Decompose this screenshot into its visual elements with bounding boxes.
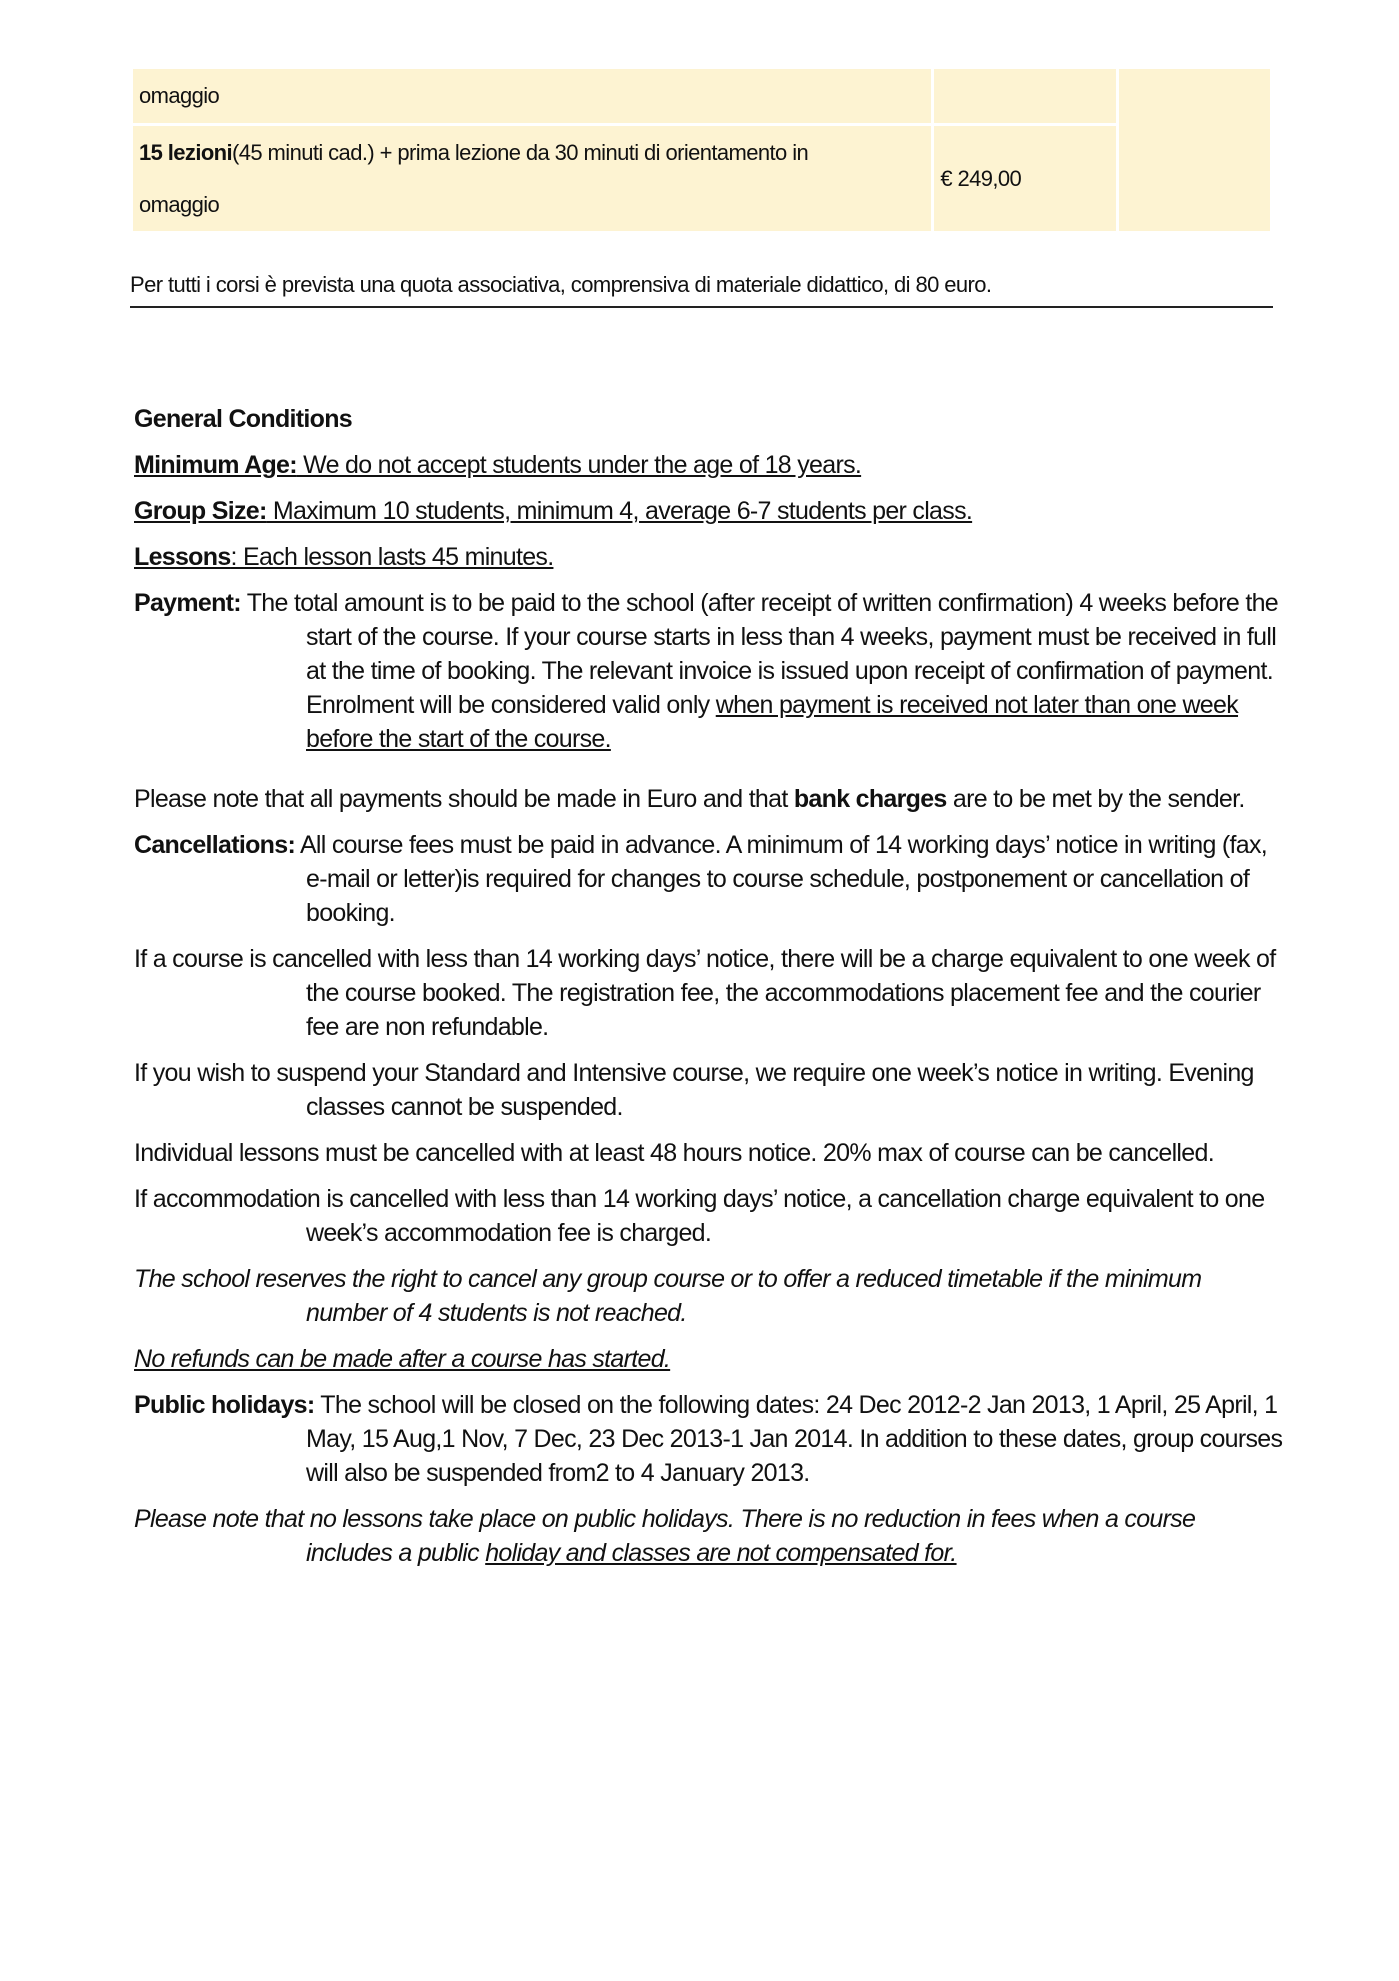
- condition-text: The total amount is to be paid to the school (after receipt of written confirmation) 4 weeks before the start of the course. If your course starts in less than 4 weeks, payment must be received in full at the time of booking. The relevant invoice is issued upon receipt of confirmation of payment. Enrolment will be considered valid only: [240, 589, 1278, 719]
- accommodation-condition: If accommodation is cancelled with less than 14 working days’ notice, a cancellation charge equivalent to one week’s accommodation fee is charged.: [134, 1185, 1265, 1247]
- condition-text-underlined: when payment is received not later than one week before the start of the course.: [306, 691, 1239, 753]
- general-conditions: [134, 402, 1284, 1582]
- condition-text: Maximum 10 students, minimum 4, average 6-7 students per class.: [266, 497, 973, 525]
- cancellations-condition: [134, 828, 1284, 930]
- section-heading: General Conditions: [134, 405, 352, 433]
- row-description: omaggio: [139, 83, 220, 108]
- row-price: € 249,00: [940, 165, 1022, 191]
- condition-text: : Each lesson lasts 45 minutes.: [230, 543, 554, 571]
- condition-label: Minimum Age:: [134, 451, 297, 479]
- payment-condition: [134, 586, 1284, 756]
- condition-label: Cancellations:: [134, 831, 296, 859]
- table-cell-empty: [1119, 69, 1270, 231]
- condition-label: Lessons: [134, 543, 231, 571]
- price-table: [130, 66, 1273, 234]
- table-cell-price: [934, 126, 1115, 231]
- public-holidays-condition: [134, 1388, 1284, 1490]
- condition-text: All course fees must be paid in advance. A minimum of 14 working days’ notice in writing (fax, e-mail or letter)is required for changes to course schedule, postponement or cancellation of booking.: [295, 831, 1268, 927]
- table-cell-description: [133, 126, 931, 231]
- late-cancellation-condition: If a course is cancelled with less than 14 working days’ notice, there will be a charge equivalent to one week of the course booked. The registration fee, the accommodations placement fee and the courier fee are non refundable.: [134, 945, 1276, 1041]
- note-text-underlined: holiday and classes are not compensated for.: [485, 1539, 957, 1567]
- individual-lessons-condition: Individual lessons must be cancelled with at least 48 hours notice. 20% max of course can be cancelled.: [134, 1139, 1214, 1167]
- note-text: Please note that no lessons take place on public holidays. There is no reduction in fees when a course includes a public: [134, 1505, 1196, 1567]
- row-description-line2: omaggio: [139, 191, 220, 217]
- note-text: are to be met by the sender.: [946, 785, 1245, 813]
- lesson-count: 15 lezioni: [139, 139, 233, 165]
- holiday-lessons-note: [134, 1502, 1284, 1570]
- condition-label: Group Size:: [134, 497, 267, 525]
- row-description-line1: [139, 127, 925, 179]
- note-bold: bank charges: [793, 785, 947, 813]
- condition-label: Payment:: [134, 589, 241, 617]
- no-refunds-note: No refunds can be made after a course has started.: [134, 1345, 671, 1373]
- school-reserves-note: The school reserves the right to cancel any group course or to offer a reduced timetable if the minimum number of 4 students is not reached.: [134, 1265, 1202, 1327]
- euro-payment-note: [134, 782, 1284, 816]
- condition-text: The school will be closed on the following dates: 24 Dec 2012-2 Jan 2013, 1 April, 25 April, 1 May, 15 Aug,1 Nov, 7 Dec, 23 Dec 2013-1 Jan 2014. In addition to these dates, group courses will also be suspended from2 to 4 January 2013.: [306, 1391, 1283, 1487]
- table-cell-price: [934, 69, 1115, 123]
- condition-label: Public holidays:: [134, 1391, 315, 1419]
- table-cell-description: [133, 69, 931, 123]
- table-row: [133, 69, 1270, 123]
- min-age-condition: [134, 448, 1284, 482]
- note-text: Please note that all payments should be made in Euro and that: [134, 785, 794, 813]
- suspension-condition: If you wish to suspend your Standard and Intensive course, we require one week’s notice in writing. Evening classes cannot be suspended.: [134, 1059, 1254, 1121]
- condition-text: We do not accept students under the age of 18 years.: [296, 451, 862, 479]
- group-size-condition: [134, 494, 1284, 528]
- lesson-detail: (45 minuti cad.) + prima lezione da 30 minuti di orientamento in: [232, 139, 809, 165]
- membership-fee-note: Per tutti i corsi è prevista una quota associativa, comprensiva di materiale didattico, di 80 euro.: [130, 272, 1273, 308]
- lessons-condition: [134, 540, 1284, 574]
- table-row: [133, 126, 1270, 231]
